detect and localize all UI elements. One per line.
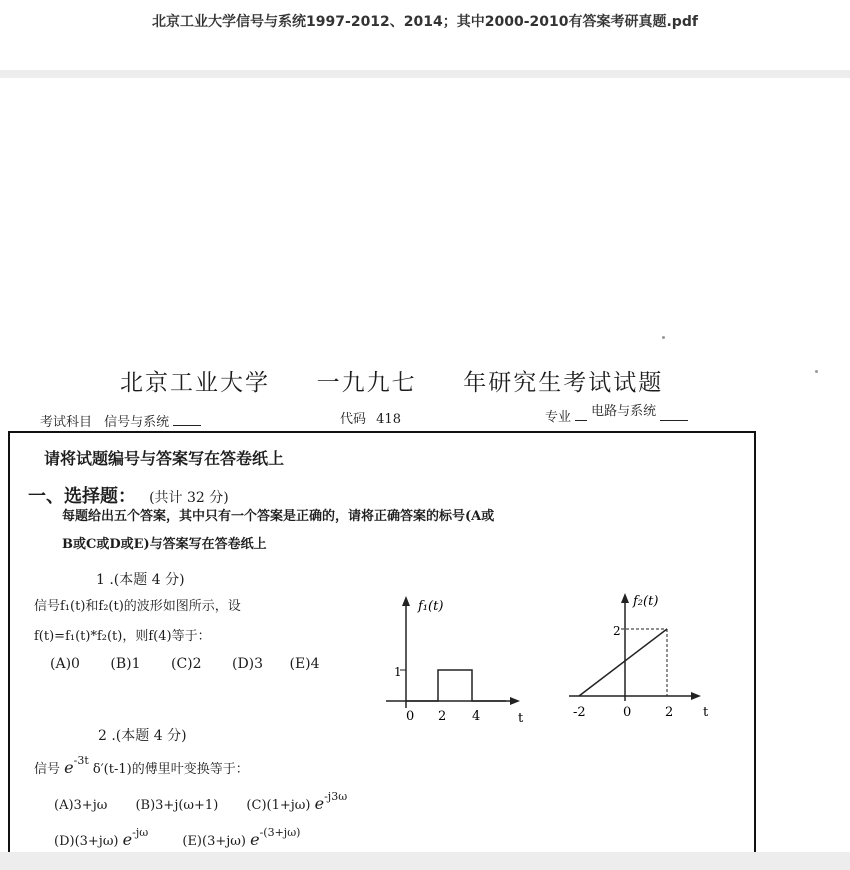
exam-title xyxy=(120,364,663,397)
q2-option-d: (D)(3+jω) xyxy=(54,834,119,849)
q1-option-b: (B)1 xyxy=(110,656,141,672)
major-value: 电路与系统 xyxy=(591,404,657,419)
section-desc-1: 每题给出五个答案，其中只有一个答案是正确的，请将正确答案的标号(A或 xyxy=(62,509,495,524)
f2-x-tick-0: 0 xyxy=(623,705,632,720)
q2-options-row-1 xyxy=(54,790,348,813)
f1-y-tick: 1 xyxy=(394,665,402,679)
f2-x-tick-neg2: -2 xyxy=(573,705,586,720)
f1-label: f₁(t) xyxy=(418,599,444,614)
f1-x-tick-4: 4 xyxy=(472,709,481,724)
code-line xyxy=(340,408,401,427)
scan-speck xyxy=(662,336,665,339)
q2-option-e-exp-base: e xyxy=(250,830,260,849)
q2-exp-base: e xyxy=(64,758,74,777)
header-divider xyxy=(0,70,850,78)
q1-options xyxy=(50,656,320,672)
exam-title-suffix: 年研究生考试试题 xyxy=(463,370,664,396)
exam-title-school: 北京工业大学 xyxy=(120,370,270,396)
q1-text-2: f(t)=f₁(t)*f₂(t)，则f(4)等于： xyxy=(34,629,211,644)
q2-option-d-exp-base: e xyxy=(122,830,133,849)
code-label: 代码 xyxy=(340,412,367,427)
q2-option-e: (E)(3+jω) xyxy=(182,834,246,849)
viewer-footer xyxy=(0,852,850,870)
f2-y-arrow xyxy=(621,593,629,603)
section-title: 一、选择题： xyxy=(28,486,136,507)
q2-options-row-2 xyxy=(54,826,301,849)
section-desc-2: B或C或D或E)与答案写在答卷纸上 xyxy=(62,537,267,552)
f2-y-tick: 2 xyxy=(613,624,621,638)
q2-option-e-exp-power: -(3+jω) xyxy=(259,826,301,839)
q2-option-b: (B)3+j(ω+1) xyxy=(135,798,219,813)
section-points: (共计 32 分) xyxy=(149,490,229,506)
subject-label: 考试科目 xyxy=(40,415,93,430)
f2-ramp xyxy=(579,629,667,696)
viewer-header xyxy=(0,0,850,70)
pdf-page xyxy=(0,78,850,852)
q2-option-c: (C)(1+jω) xyxy=(246,798,311,813)
f1-x-tick-2: 2 xyxy=(438,709,447,724)
q1-option-d: (D)3 xyxy=(231,656,264,672)
f2-label: f₂(t) xyxy=(633,594,659,609)
document-title: 北京工业大学信号与系统1997-2012、2014；其中2000-2010有答案考研真题.pdf xyxy=(152,14,698,30)
q2-option-d-exp-power: -jω xyxy=(132,826,149,839)
instruction: 请将试题编号与答案写在答卷纸上 xyxy=(44,449,285,468)
q1-text-1: 信号f₁(t)和f₂(t)的波形如图所示，设 xyxy=(34,599,241,614)
f1-x-label: t xyxy=(518,711,524,726)
scan-speck xyxy=(815,370,818,373)
f1-y-arrow xyxy=(402,596,410,606)
subject-line xyxy=(40,411,201,430)
f1-x-tick-0: 0 xyxy=(406,709,415,724)
q2-option-c-exp-power: -j3ω xyxy=(324,790,348,803)
q1-option-c: (C)2 xyxy=(170,656,202,672)
major-label: 专业 xyxy=(545,410,572,425)
exam-title-year: 一九九七 xyxy=(316,370,417,396)
f2-x-arrow xyxy=(691,692,701,700)
code-value: 418 xyxy=(376,412,401,427)
f1-x-arrow xyxy=(510,697,520,705)
q2-text-post: δ′(t-1)的傅里叶变换等于： xyxy=(92,762,249,777)
q2-exp-power: -3t xyxy=(73,754,89,767)
q1-option-a: (A)0 xyxy=(50,656,80,672)
f2-x-label: t xyxy=(703,705,709,720)
f2-x-tick-2: 2 xyxy=(665,705,674,720)
major-line xyxy=(545,406,688,425)
q2-option-a: (A)3+jω xyxy=(54,798,108,813)
subject-value: 信号与系统 xyxy=(104,415,170,430)
q2-text-pre: 信号 xyxy=(34,762,61,777)
f2-graph xyxy=(565,583,725,723)
f1-pulse xyxy=(406,670,506,701)
q1-header: 1 .(本题 4 分) xyxy=(96,572,185,588)
f1-graph xyxy=(378,588,538,728)
q2-header: 2 .(本题 4 分) xyxy=(98,728,187,744)
q2-option-c-exp-base: e xyxy=(314,794,325,813)
q2-text xyxy=(34,754,249,777)
q1-option-e: (E)4 xyxy=(289,656,320,672)
